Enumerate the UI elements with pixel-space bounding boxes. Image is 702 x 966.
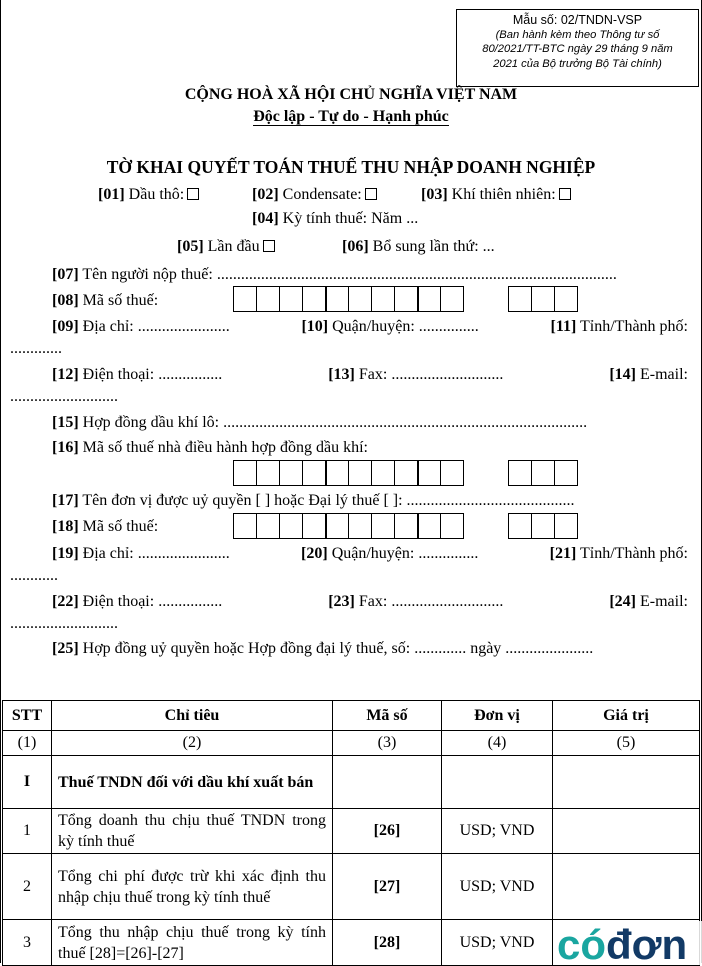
- logo-text: cóđơn: [557, 921, 688, 965]
- header-unit: Đơn vị: [442, 701, 553, 731]
- operator-tax-id-boxes[interactable]: [233, 460, 463, 486]
- table-row: 1 Tổng doanh thu chịu thuế TNDN trong kỳ tính thuế [26] USD; VND: [3, 809, 700, 854]
- contact-row-2: [52, 593, 688, 611]
- form-code-note-1: (Ban hành kèm theo Thông tư số: [495, 28, 660, 41]
- contact-row-1: [52, 366, 688, 384]
- form-code-label: Mẫu số: 02/TNDN-VSP: [512, 13, 643, 27]
- tax-id-boxes[interactable]: [233, 286, 463, 312]
- field-14-cont: ...........................: [10, 388, 118, 405]
- agent-tax-id-suffix-boxes[interactable]: [508, 513, 577, 539]
- field-09: [09] Địa chỉ: .......................: [52, 318, 230, 335]
- header-indicator: Chỉ tiêu: [52, 701, 333, 731]
- tax-id-suffix-boxes[interactable]: [508, 286, 577, 312]
- form-code-box: [456, 9, 699, 87]
- form-code-note-2: 80/2021/TT-BTC ngày 29 tháng 9 năm: [482, 43, 673, 55]
- form-title: TỜ KHAI QUYẾT TOÁN THUẾ THU NHẬP DOANH NGHIỆP: [106, 157, 596, 177]
- header-stt: STT: [3, 701, 52, 731]
- header-code: Mã số: [333, 701, 442, 731]
- table-row: 2 Tổng chi phí được trừ khi xác định thu nhập chịu thuế trong kỳ tính thuế [27] USD; VND: [3, 854, 700, 920]
- column-number-row: (1) (2) (3) (4) (5): [3, 731, 700, 756]
- field-19: [19] Địa chỉ: .......................: [52, 545, 230, 562]
- form-code-note-3: 2021 của Bộ trưởng Bộ Tài chính): [493, 57, 662, 70]
- value-cell[interactable]: [553, 809, 700, 854]
- republic-heading: CỘNG HOÀ XÃ HỘI CHỦ NGHĨA VIỆT NAM: [184, 86, 518, 103]
- field-22: [22] Điện thoại: ................: [52, 593, 223, 610]
- field-24-cont: ...........................: [10, 615, 118, 632]
- field-11: [11] Tỉnh/Thành phố:: [550, 318, 688, 335]
- field-11-cont: .............: [10, 340, 62, 357]
- field-12: [12] Điện thoại: ................: [52, 366, 223, 383]
- field-16: [16] Mã số thuế nhà điều hành hợp đồng dầu khí:: [52, 439, 368, 456]
- address-row-1: [52, 318, 688, 336]
- codon-logo: [555, 921, 702, 965]
- value-cell[interactable]: [553, 756, 700, 809]
- field-10: [10] Quận/huyện: ...............: [301, 318, 479, 335]
- table-header-row: [3, 701, 700, 731]
- field-05: [05] Lần đầu: [177, 238, 275, 256]
- field-18: [18] Mã số thuế:: [52, 518, 159, 535]
- motto: Độc lập - Tự do - Hạnh phúc: [253, 108, 449, 125]
- header-value: Giá trị: [553, 701, 700, 731]
- checkbox-natural-gas[interactable]: [559, 188, 571, 200]
- checkbox-crude-oil[interactable]: [187, 188, 199, 200]
- field-14: [14] E-mail:: [609, 366, 688, 383]
- field-24: [24] E-mail:: [609, 593, 688, 610]
- field-21: [21] Tỉnh/Thành phố:: [549, 545, 688, 562]
- field-01: [01] Dầu thô:: [98, 186, 199, 204]
- checkbox-first-time[interactable]: [263, 240, 275, 252]
- field-20: [20] Quận/huyện: ...............: [301, 545, 479, 562]
- field-17: [17] Tên đơn vị được uỷ quyền [ ] hoặc Đại lý thuế [ ]: ..........................................: [52, 492, 575, 509]
- field-07: [07] Tên người nộp thuế: ....................................................................................................: [52, 266, 617, 283]
- field-03: [03] Khí thiên nhiên:: [421, 186, 571, 204]
- address-row-2: [52, 545, 688, 563]
- field-08: [08] Mã số thuế:: [52, 292, 159, 309]
- checkbox-condensate[interactable]: [365, 188, 377, 200]
- field-15: [15] Hợp đồng dầu khí lô: ...........................................................................................: [52, 414, 588, 431]
- field-21-cont: ............: [10, 567, 58, 584]
- field-06: [06] Bổ sung lần thứ: ...: [342, 238, 495, 255]
- table-row: 3 Tổng thu nhập chịu thuế trong kỳ tính thuế [28]=[26]-[27] [28] USD; VND: [3, 920, 700, 966]
- field-23: [23] Fax: ............................: [328, 593, 504, 610]
- field-13: [13] Fax: ............................: [328, 366, 504, 383]
- field-02: [02] Condensate:: [252, 186, 377, 204]
- field-25: [25] Hợp đồng uỷ quyền hoặc Hợp đồng đại lý thuế, số: ............. ngày ......................: [52, 640, 594, 657]
- table-row: I Thuế TNDN đối với dầu khí xuất bán: [3, 756, 700, 809]
- value-cell[interactable]: [553, 854, 700, 920]
- operator-tax-id-suffix-boxes[interactable]: [508, 460, 577, 486]
- agent-tax-id-boxes[interactable]: [233, 513, 463, 539]
- field-04: [04] Kỳ tính thuế: Năm ...: [252, 210, 419, 227]
